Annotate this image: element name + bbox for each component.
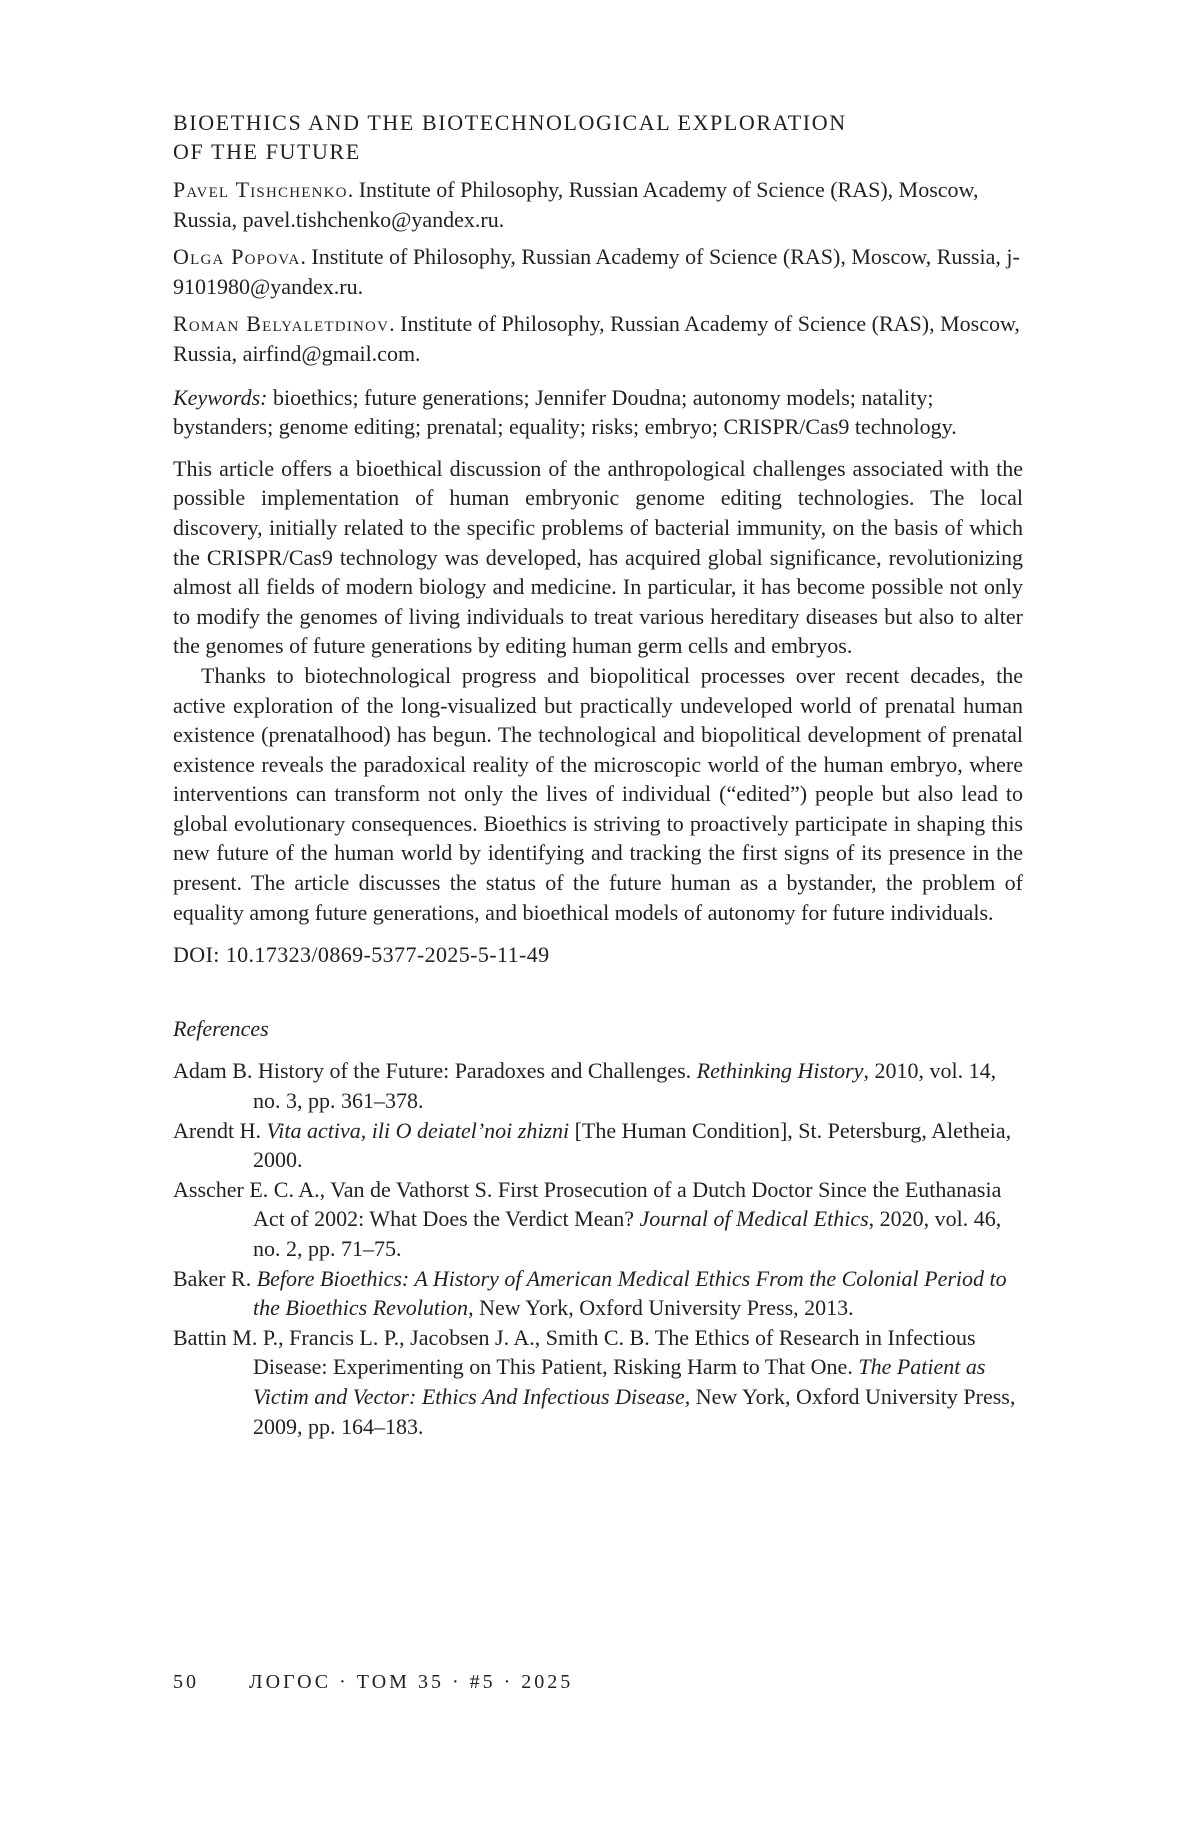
keywords-label: Keywords: [173,384,268,410]
reference-details: , New York, Oxford University Press, 2013. [468,1295,854,1321]
title-line-2: OF THE FUTURE [173,139,361,164]
reference-text: Arendt H. [173,1117,267,1143]
reference-source: Before Bioethics: A History of American Medical Ethics From the Colonial Period to the Bioethics Revolution [253,1265,1007,1321]
author-1 [173,175,1023,234]
references-heading: References [173,1015,269,1041]
reference-details: [The Human Condition], St. Petersburg, Aletheia, 2000. [253,1117,1012,1173]
reference-source: Journal of Medical Ethics [639,1206,869,1232]
journal-info: ЛОГОС · ТОМ 35 · #5 · 2025 [249,1671,574,1693]
reference-source: Vita activa, ili O deiatel’noi zhizni [266,1117,570,1143]
reference-text: Battin M. P., Francis L. P., Jacobsen J. A., Smith C. B. The Ethics of Research in Infectious Disease: Experimenting on This Patient, Risking Harm to That One. [173,1324,976,1380]
keywords [173,383,1023,442]
abstract-paragraph-1: This article offers a bioethical discussion of the anthropological challenges associated with the possible implementation of human embryonic genome editing technologies. The local discovery, initially related to the specific problems of bacterial immunity, on the basis of which the CRISPR/Cas9 technology was developed, has acquired global significance, revolutionizing almost all fields of modern biology and medicine. In particular, it has become possible not only to modify the genomes of living individuals to treat various hereditary diseases but also to alter the genomes of future generations by editing human germ cells and embryos. [173,455,1023,659]
reference-source: The Patient as Victim and Vector: Ethics And Infectious Disease [253,1354,986,1409]
abstract-paragraph-2: Thanks to biotechnological progress and biopolitical processes over recent decades, the active exploration of the long-visualized but practically undeveloped world of prenatal human existence (prenatalhood) has begun. The technological and biopolitical development of prenatal existence reveals the paradoxical reality of the microscopic world of the human embryo, where interventions can transform not only the lives of individual (“edited”) people but also lead to global evolutionary consequences. Bioethics is striving to proactively participate in shaping this new future of the human world by identifying and tracking the first signs of its presence in the present. The article discusses the status of the future human as a bystander, the problem of equality among future generations, and bioethical models of autonomy for future individuals. [173,662,1023,925]
reference-text: Asscher E. C. A., Van de Vathorst S. First Prosecution of a Dutch Doctor Since the Euthanasia Act of 2002: What Does the Verdict Mean? [173,1176,1002,1232]
reference-text: Adam B. History of the Future: Paradoxes and Challenges. [173,1058,697,1084]
page-footer [173,1671,573,1694]
keywords-text: bioethics; future generations; Jennifer Doudna; autonomy models; natality; bystanders; genome editing; prenatal; equality; risks; embryo; CRISPR/Cas9 technology. [173,384,957,440]
abstract [173,454,1023,928]
reference-text: Baker R. [173,1265,257,1291]
author-affiliation: . Institute of Philosophy, Russian Academy of Science (RAS), Moscow, Russia, pavel.tishchenko@yandex.ru. [173,177,979,232]
reference-item [173,1116,1023,1175]
author-3 [173,309,1023,368]
reference-details: , New York, Oxford University Press, 2009, pp. 164–183. [253,1383,1016,1439]
reference-item [173,1056,1023,1115]
title-line-1: BIOETHICS AND THE BIOTECHNOLOGICAL EXPLORATION [173,110,847,135]
page-number: 50 [173,1671,199,1693]
reference-details: , 2020, vol. 46, no. 2, pp. 71–75. [253,1206,1002,1261]
author-name: Pavel Tishchenko [173,177,348,202]
reference-details: , 2010, vol. 14, no. 3, pp. 361–378. [253,1058,997,1114]
author-affiliation: . Institute of Philosophy, Russian Academy of Science (RAS), Moscow, Russia, airfind@gmail.com. [173,311,1020,366]
references-list [173,1056,1023,1441]
author-name: Roman Belyaletdinov [173,311,390,337]
reference-item [173,1323,1023,1441]
author-name: Olga Popova [173,244,301,270]
reference-item [173,1264,1023,1323]
reference-source: Rethinking History [696,1058,864,1084]
doi: DOI: 10.17323/0869-5377-2025-5-11-49 [173,942,550,968]
reference-item [173,1175,1023,1264]
author-affiliation: . Institute of Philosophy, Russian Academy of Science (RAS), Moscow, Russia, j-9101980@yandex.ru. [173,244,1020,299]
article-page [173,108,1023,1441]
author-2 [173,242,1023,301]
article-title [173,108,1023,166]
